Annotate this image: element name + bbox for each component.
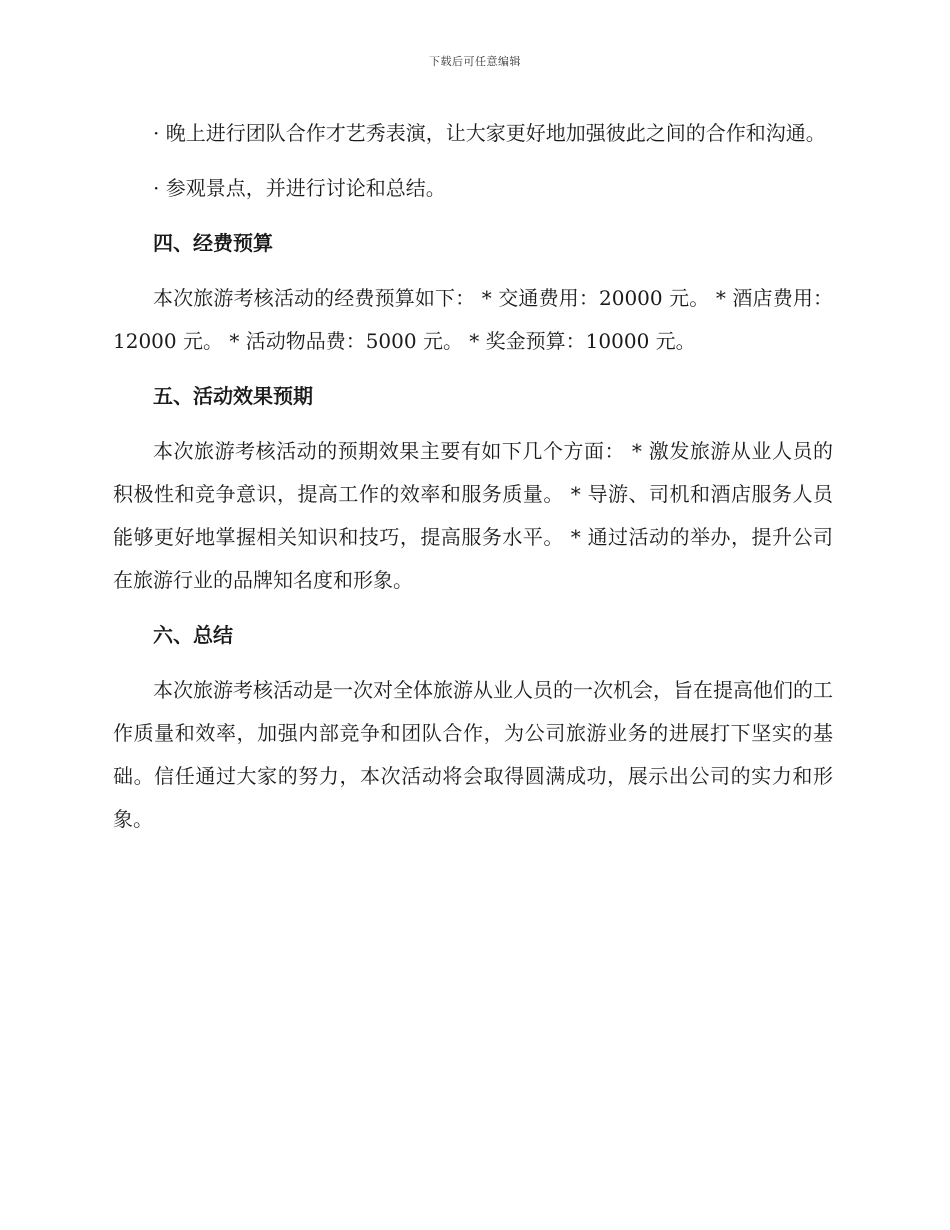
page-header: 下载后可任意编辑 <box>429 55 521 68</box>
paragraph-expected-effect: 本次旅游考核活动的预期效果主要有如下几个方面： * 激发旅游从业人员的积极性和竞争意识，提高工作的效率和服务质量。 * 导游、司机和酒店服务人员能够更好地掌握相关知识和技巧，提高服务水平。 * 通过活动的举办，提升公司在旅游行业的品牌知名度和形象。 <box>113 439 833 592</box>
paragraph-budget: 本次旅游考核活动的经费预算如下： * 交通费用：20000 元。 * 酒店费用：12000 元。 * 活动物品费：5000 元。 * 奖金预算：10000 元。 <box>113 286 833 353</box>
section-heading-summary: 六、总结 <box>153 623 233 647</box>
bullet-talent-show: · 晚上进行团队合作才艺秀表演，让大家更好地加强彼此之间的合作和沟通。 <box>153 121 826 145</box>
section-heading-budget: 四、经费预算 <box>153 231 273 255</box>
bullet-sightseeing: · 参观景点，并进行讨论和总结。 <box>153 176 446 200</box>
document-body <box>113 112 833 853</box>
section-heading-expected-effect: 五、活动效果预期 <box>153 384 313 408</box>
paragraph-summary: 本次旅游考核活动是一次对全体旅游从业人员的一次机会，旨在提高他们的工作质量和效率，加强内部竞争和团队合作，为公司旅游业务的进展打下坚实的基础。信任通过大家的努力，本次活动将会取得圆满成功，展示出公司的实力和形象。 <box>113 678 833 831</box>
